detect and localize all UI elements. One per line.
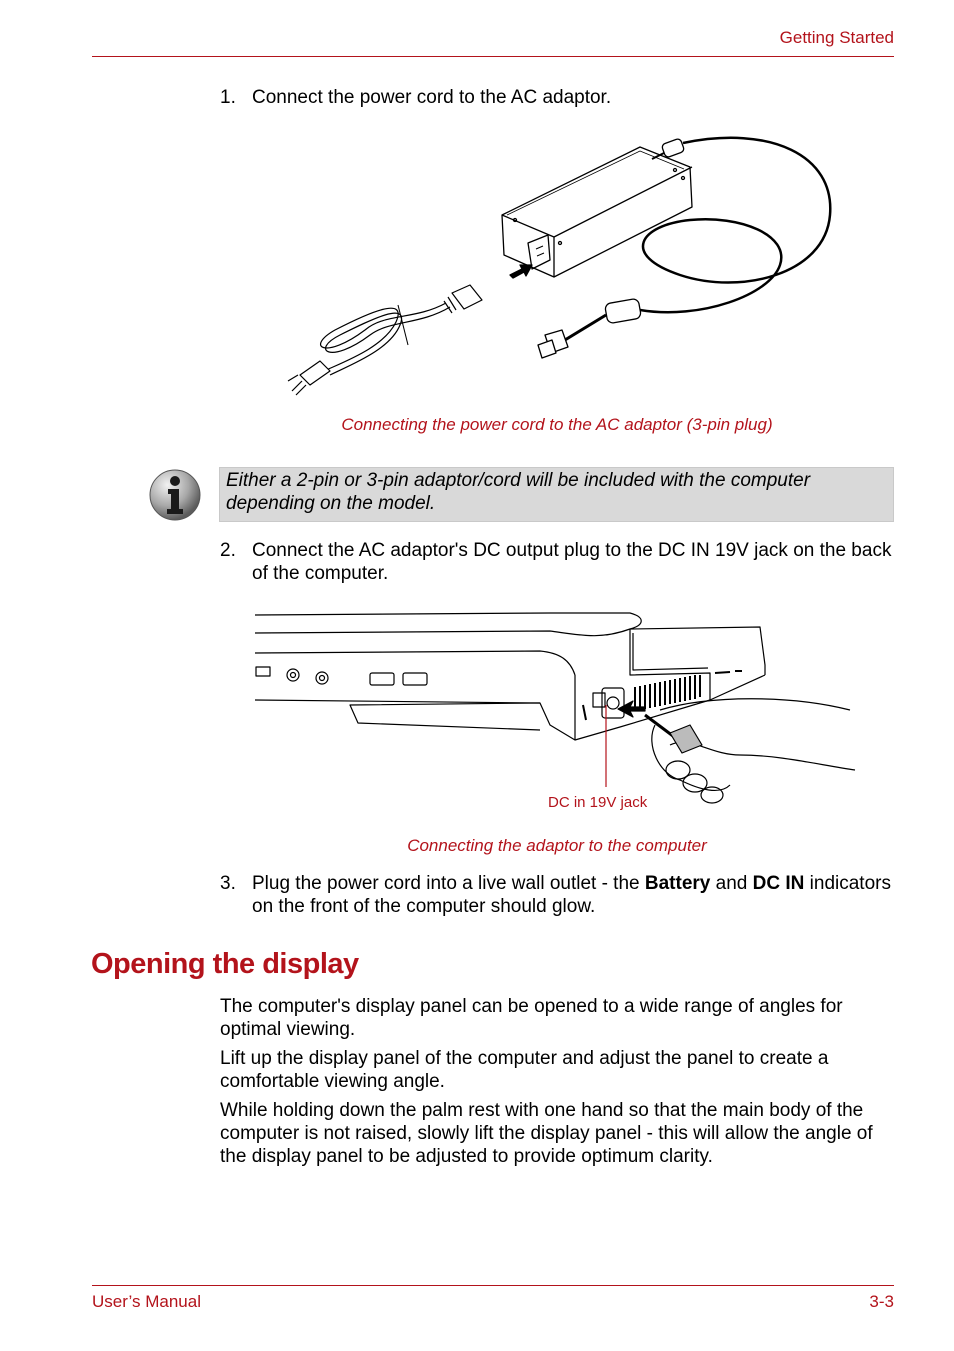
step-text: Connect the AC adaptor's DC output plug to the DC IN 19V jack on the back of the computer. xyxy=(252,540,892,584)
step-number: 2. xyxy=(220,540,236,561)
ac-adaptor-figure xyxy=(270,125,850,405)
paragraph-3: While holding down the palm rest with one hand so that the main body of the computer is not raised, slowly lift the display panel - this will allow the angle of the display panel to be adjusted to provide optimum clarity. xyxy=(220,1100,873,1167)
battery-indicator-label: Battery xyxy=(644,873,711,894)
step-text-part: indicators on the front of the computer should glow. xyxy=(252,873,891,917)
step-number: 3. xyxy=(220,873,236,894)
info-icon xyxy=(148,468,202,522)
header-rule xyxy=(92,56,894,57)
note-text: Either a 2-pin or 3-pin adaptor/cord will be included with the computer depending on the model. xyxy=(226,470,811,514)
power-cord-icon xyxy=(288,285,482,395)
step-text-part: Plug the power cord into a live wall outlet - the xyxy=(252,873,645,894)
figure-1-caption: Connecting the power cord to the AC adaptor (3-pin plug) xyxy=(341,415,773,434)
paragraph-2: Lift up the display panel of the computer and adjust the panel to create a comfortable viewing angle. xyxy=(220,1048,829,1092)
page-number: 3-3 xyxy=(869,1292,894,1311)
step-text xyxy=(252,872,900,918)
dc-in-indicator-label: DC IN xyxy=(752,873,805,894)
ac-adaptor-icon xyxy=(502,147,692,277)
insert-arrow-icon xyxy=(510,265,532,278)
hand-icon xyxy=(645,699,855,803)
running-header: Getting Started xyxy=(779,28,894,47)
laptop-icon xyxy=(255,613,765,740)
step-number: 1. xyxy=(220,87,236,108)
step-text-part: and xyxy=(710,873,753,894)
figure-2-caption: Connecting the adaptor to the computer xyxy=(407,836,707,855)
footer-manual-title: User’s Manual xyxy=(92,1292,201,1311)
step-text: Connect the power cord to the AC adaptor. xyxy=(252,87,612,108)
dc-jack-label: DC in 19V jack xyxy=(548,794,648,811)
section-title: Opening the display xyxy=(91,948,359,980)
laptop-side-figure xyxy=(250,605,860,815)
paragraph-1: The computer's display panel can be opened to a wide range of angles for optimal viewing. xyxy=(220,996,843,1040)
footer-rule xyxy=(92,1285,894,1286)
note-box xyxy=(219,467,894,522)
